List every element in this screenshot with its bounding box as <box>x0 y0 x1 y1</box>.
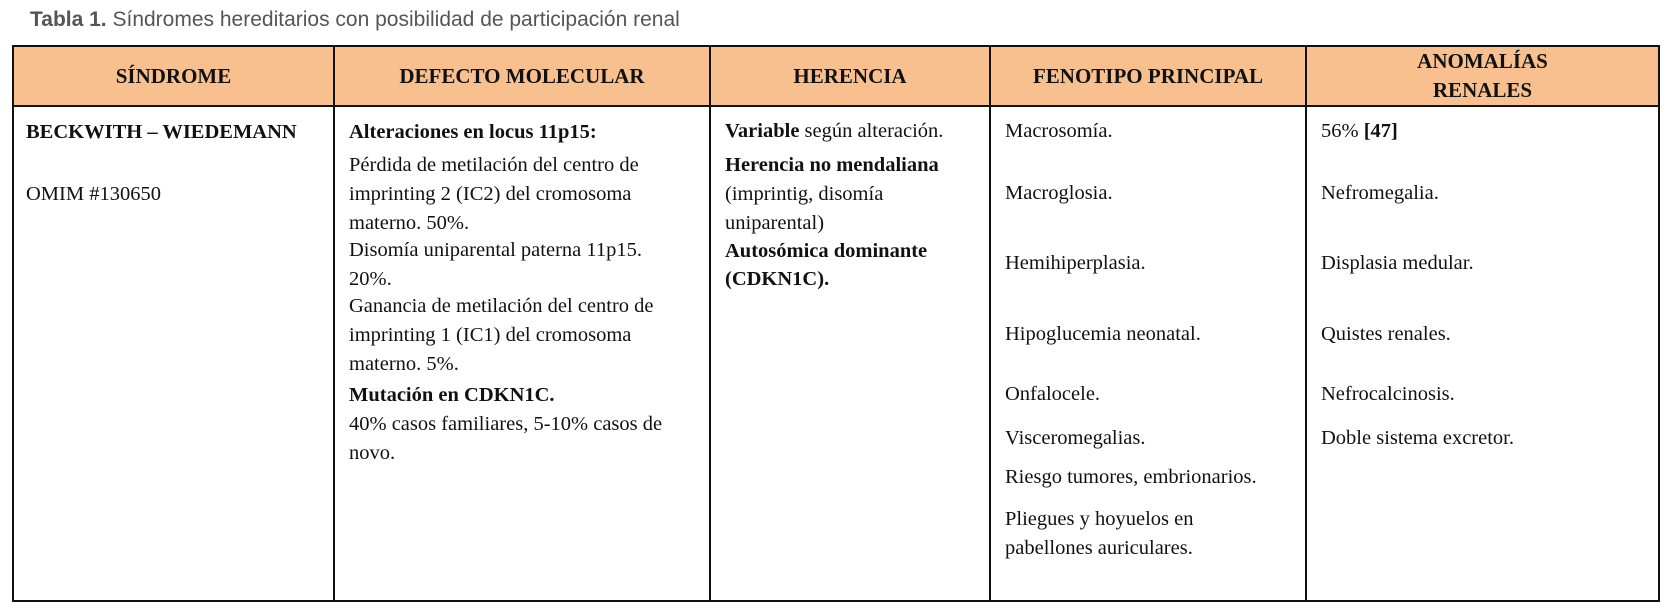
herencia-variable <box>725 116 943 146</box>
anomalias-item: Doble sistema excretor. <box>1321 427 1514 449</box>
herencia-line: uniparental) <box>725 212 825 234</box>
syndrome-name: BECKWITH – WIEDEMANN <box>26 121 297 143</box>
cell-fenotipo-principal <box>990 106 1306 601</box>
cell-anomalias-renales <box>1306 106 1659 601</box>
omim-number: OMIM #130650 <box>26 183 161 205</box>
defecto-line: 40% casos familiares, 5-10% casos de <box>349 413 663 435</box>
anomalias-item: Nefromegalia. <box>1321 182 1439 204</box>
herencia-variable-rest: según alteración. <box>799 120 944 142</box>
fenotipo-item: Riesgo tumores, embrionarios. <box>1005 466 1257 488</box>
cell-sindrome <box>13 106 334 601</box>
defecto-line: Pérdida de metilación del centro de <box>349 154 639 176</box>
header-fenotipo-principal: FENOTIPO PRINCIPAL <box>990 46 1306 106</box>
anomalias-item: Displasia medular. <box>1321 252 1474 274</box>
defecto-line: materno. 50%. <box>349 212 470 234</box>
header-anomalias-line1: ANOMALÍAS <box>1417 49 1548 73</box>
table-header-row <box>13 46 1659 106</box>
herencia-autosomica-gene: (CDKN1C). <box>725 268 830 290</box>
defecto-line: imprinting 1 (IC1) del cromosoma <box>349 324 632 346</box>
anomalias-pct: 56% <box>1321 120 1364 142</box>
anomalias-item: Quistes renales. <box>1321 323 1451 345</box>
herencia-autosomica: Autosómica dominante <box>725 240 928 262</box>
herencia-no-mendeliana: Herencia no mendaliana <box>725 154 939 176</box>
defecto-heading-locus: Alteraciones en locus 11p15: <box>349 121 597 143</box>
syndromes-table <box>12 45 1660 602</box>
caption-text: Síndromes hereditarios con posibilidad de participación renal <box>112 8 680 31</box>
fenotipo-item: Macroglosia. <box>1005 182 1113 204</box>
header-herencia: HERENCIA <box>710 46 990 106</box>
fenotipo-item: Hipoglucemia neonatal. <box>1005 323 1201 345</box>
anomalias-percentage <box>1321 116 1398 146</box>
fenotipo-item: Hemihiperplasia. <box>1005 252 1146 274</box>
reference-47: [47] <box>1363 120 1398 142</box>
table-caption <box>30 8 680 32</box>
defecto-line: 20%. <box>349 268 392 290</box>
cell-herencia <box>710 106 990 601</box>
header-defecto-molecular: DEFECTO MOLECULAR <box>334 46 710 106</box>
fenotipo-item: pabellones auriculares. <box>1005 537 1193 559</box>
defecto-heading-mutacion: Mutación en CDKN1C. <box>349 384 555 406</box>
defecto-line: materno. 5%. <box>349 353 459 375</box>
caption-label: Tabla 1. <box>30 8 107 31</box>
header-anomalias-line2: RENALES <box>1432 78 1533 102</box>
defecto-line: Disomía uniparental paterna 11p15. <box>349 239 642 261</box>
fenotipo-item: Pliegues y hoyuelos en <box>1005 508 1194 530</box>
cell-defecto-molecular <box>334 106 710 601</box>
fenotipo-item: Macrosomía. <box>1005 120 1113 142</box>
fenotipo-item: Visceromegalias. <box>1005 427 1146 449</box>
defecto-line: imprinting 2 (IC2) del cromosoma <box>349 183 632 205</box>
anomalias-item: Nefrocalcinosis. <box>1321 383 1455 405</box>
fenotipo-item: Onfalocele. <box>1005 383 1101 405</box>
defecto-line: novo. <box>349 442 396 464</box>
header-sindrome: SÍNDROME <box>13 46 334 106</box>
herencia-variable-bold: Variable <box>725 120 800 142</box>
defecto-line: Ganancia de metilación del centro de <box>349 295 654 317</box>
table-row <box>13 106 1659 601</box>
herencia-line: (imprintig, disomía <box>725 183 884 205</box>
header-anomalias-renales <box>1306 46 1659 106</box>
